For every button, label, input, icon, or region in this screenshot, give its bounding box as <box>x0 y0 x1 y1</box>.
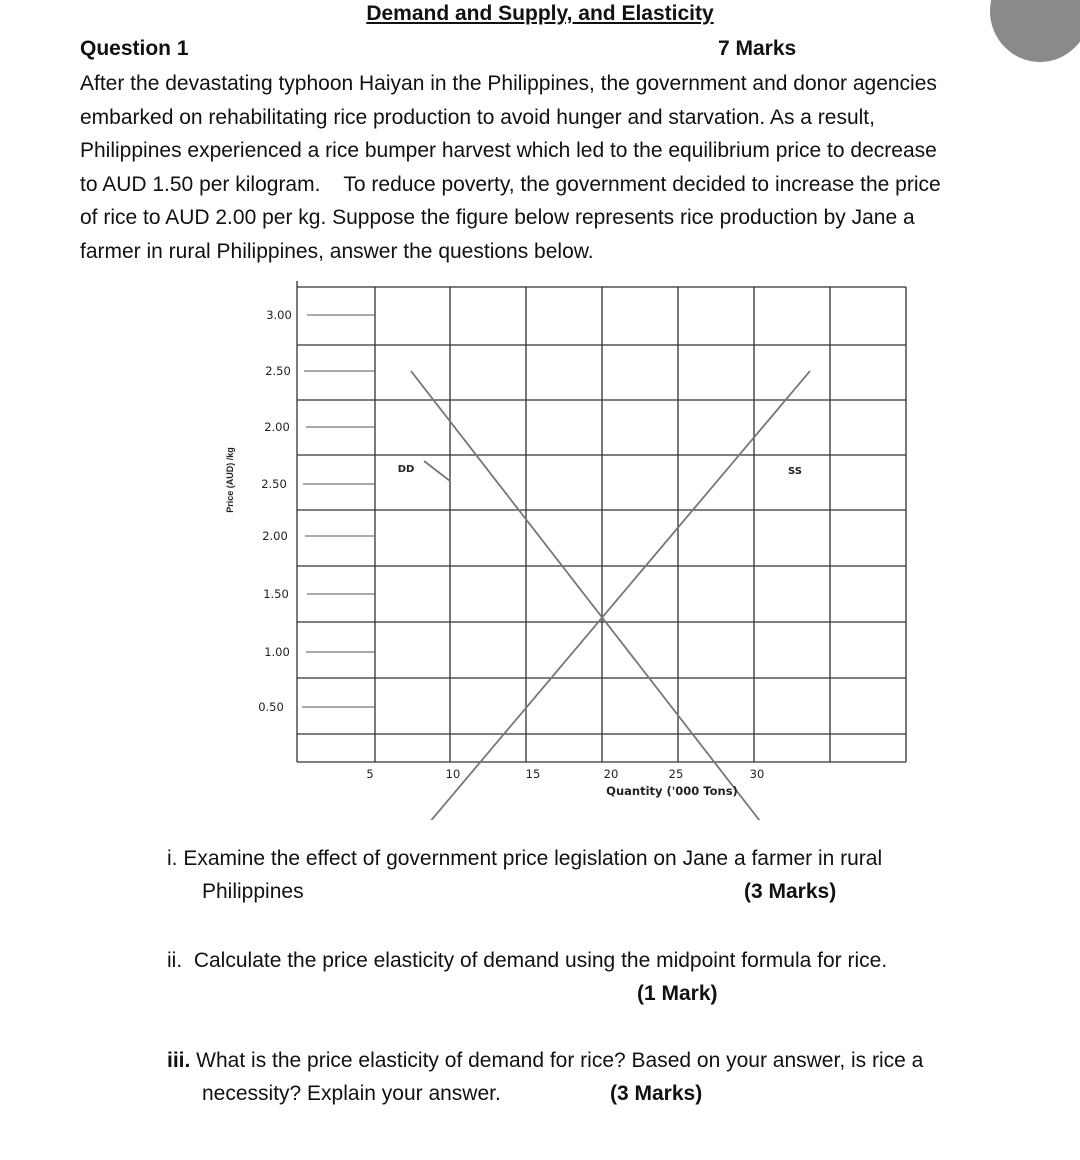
sub-question-1-text: i. Examine the effect of government price legislation on Jane a farmer in rural <box>167 847 883 870</box>
y-tick-label: 1.00 <box>264 645 290 659</box>
series-line-dd <box>411 371 791 820</box>
intro-line: farmer in rural Philippines, answer the questions below. <box>80 239 594 263</box>
intro-line: After the devastating typhoon Haiyan in the Philippines, the government and donor agencies <box>80 72 937 95</box>
intro-line: of rice to AUD 2.00 per kg. Suppose the figure below represents rice production by Jane a <box>80 206 915 230</box>
y-axis-label: Price (AUD) /kg <box>225 447 235 513</box>
question-heading: Question 1 <box>80 37 189 60</box>
sub-question-1 <box>167 842 1000 908</box>
sub-question-3-number: iii. <box>167 1049 191 1072</box>
intro-line: to AUD 1.50 per kilogram. To reduce poverty, the government decided to increase the price <box>80 172 941 196</box>
sub-question-3-text-2: necessity? Explain your answer. <box>202 1082 501 1105</box>
sub-question-3-marks: (3 Marks) <box>610 1082 703 1105</box>
sub-question-2-marks: (1 Mark) <box>637 982 718 1005</box>
series-line-dd-tail <box>424 461 450 481</box>
sub-question-3-continuation <box>167 1077 1000 1110</box>
y-tick-label: 0.50 <box>258 700 284 714</box>
page-title: Demand and Supply, and Elasticity <box>366 2 714 25</box>
sub-question-3 <box>167 1044 1000 1110</box>
x-axis-label: Quantity ('000 Tons) <box>606 784 738 798</box>
x-axis-ticks <box>366 767 764 781</box>
intro-line: embarked on rehabilitating rice production to avoid hunger and starvation. As a result, <box>80 105 875 129</box>
y-tick-label: 2.00 <box>264 420 290 434</box>
x-tick-label: 30 <box>749 767 765 781</box>
series-label-ss: SS <box>788 466 802 477</box>
y-axis-ticks <box>258 308 375 714</box>
series-label-dd: DD <box>397 464 415 475</box>
x-tick-label: 20 <box>603 767 619 781</box>
sub-question-1-continuation <box>167 875 1000 908</box>
sub-question-2-text: ii. Calculate the price elasticity of demand using the midpoint formula for rice. <box>167 949 888 972</box>
x-tick-label: 15 <box>525 767 541 781</box>
y-tick-label: 2.50 <box>261 477 287 491</box>
sub-question-3-line <box>167 1044 1000 1077</box>
sub-question-1-text-2: Philippines <box>202 880 304 903</box>
sub-question-2 <box>167 944 1000 1010</box>
series-line-ss <box>421 371 811 820</box>
y-tick-label: 2.00 <box>262 529 288 543</box>
y-tick-label: 3.00 <box>266 308 292 322</box>
sub-question-1-marks: (3 Marks) <box>744 880 837 903</box>
intro-line: Philippines experienced a rice bumper harvest which led to the equilibrium price to decrease <box>80 139 937 163</box>
question-marks: 7 Marks <box>718 37 797 60</box>
sub-question-2-continuation <box>167 977 1000 1010</box>
sub-question-3-text: What is the price elasticity of demand for rice? Based on your answer, is rice a <box>190 1049 924 1072</box>
y-tick-label: 2.50 <box>265 364 291 378</box>
x-tick-label: 5 <box>366 767 374 781</box>
y-tick-label: 1.50 <box>263 587 289 601</box>
x-tick-label: 10 <box>445 767 461 781</box>
x-tick-label: 25 <box>668 767 684 781</box>
chart-grid <box>297 281 906 762</box>
chart-series <box>398 371 810 820</box>
